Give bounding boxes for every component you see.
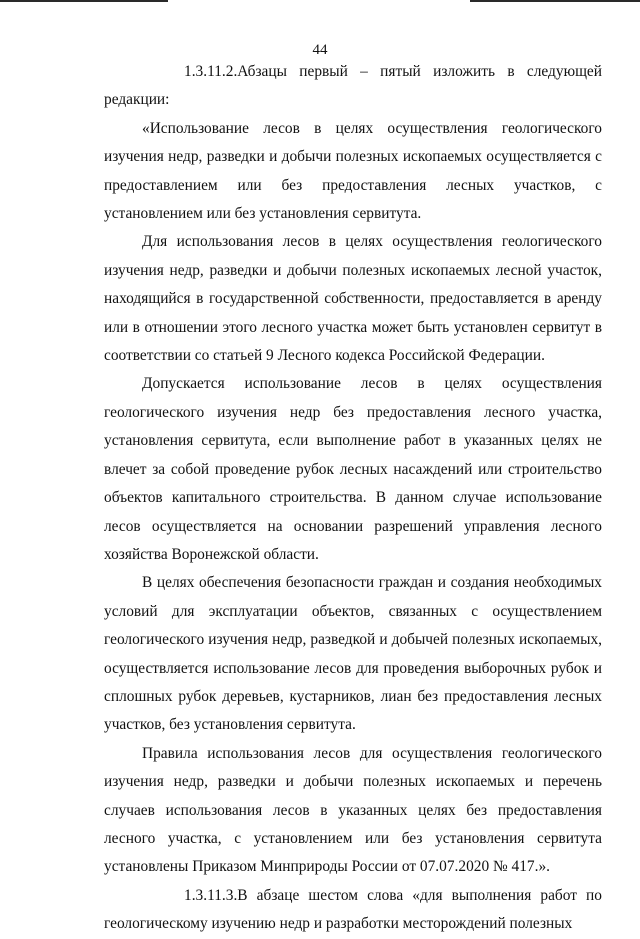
- paragraph-4: В целях обеспечения безопасности граждан и создания необходимых условий для эксплуатации объектов, связанных с осуществлением геологического изучения недр, разведкой и добычей полезных ископаемых, осуществляется использование лесов для проведения выборочных рубок и сплошных рубок деревьев, кустарников, лиан без предоставления лесных участков, без установления сервитута.: [104, 574, 602, 734]
- item-text: Абзацы первый – пятый изложить в следующей редакции:: [104, 63, 602, 109]
- scan-edge-mark-left: [0, 0, 168, 2]
- paragraph-1: «Использование лесов в целях осуществления геологического изучения недр, разведки и добычи полезных ископаемых осуществляется с предоставлением или без предоставления лесных участков, с установлением или без установления сервитута.: [104, 119, 602, 223]
- item-number: 1.3.11.3.: [184, 886, 238, 904]
- paragraph-3: Допускается использование лесов в целях осуществления геологического изучения недр без предоставления лесного участка, установления сервитута, если выполнение работ в указанных целях не влечет за собой проведение рубок лесных насаждений или строительство объектов капитального строительства. В данном случае использование лесов осуществляется на основании разрешений управления лесного хозяйства Воронежской области.: [104, 375, 602, 563]
- scan-edge-mark-right: [470, 0, 640, 2]
- page-number: 44: [312, 42, 328, 58]
- paragraph-5: Правила использования лесов для осуществления геологического изучения недр, разведки и добычи полезных ископаемых и перечень случаев использования лесов в указанных целях без предоставления лесного участка, с установлением или без установления сервитута установлены Приказом Минприроды России от 07.07.2020 № 417.».: [104, 744, 602, 876]
- item-text: В абзаце шестом слова «для выполнения работ по геологическому изучению недр и разработки месторождений полезных: [104, 886, 602, 933]
- item-1-3-11-3: [104, 882, 602, 939]
- paragraph-2: Для использования лесов в целях осуществления геологического изучения недр, разведки и добычи полезных ископаемых лесной участок, находящийся в государственной собственности, предоставляется в аренду или в отношении этого лесного участка может быть установлен сервитут в соответствии со статьей 9 Лесного кодекса Российской Федерации.: [104, 233, 602, 365]
- item-number: 1.3.11.2.: [184, 63, 238, 80]
- item-1-3-11-2: [104, 58, 602, 115]
- document-body: [104, 58, 602, 939]
